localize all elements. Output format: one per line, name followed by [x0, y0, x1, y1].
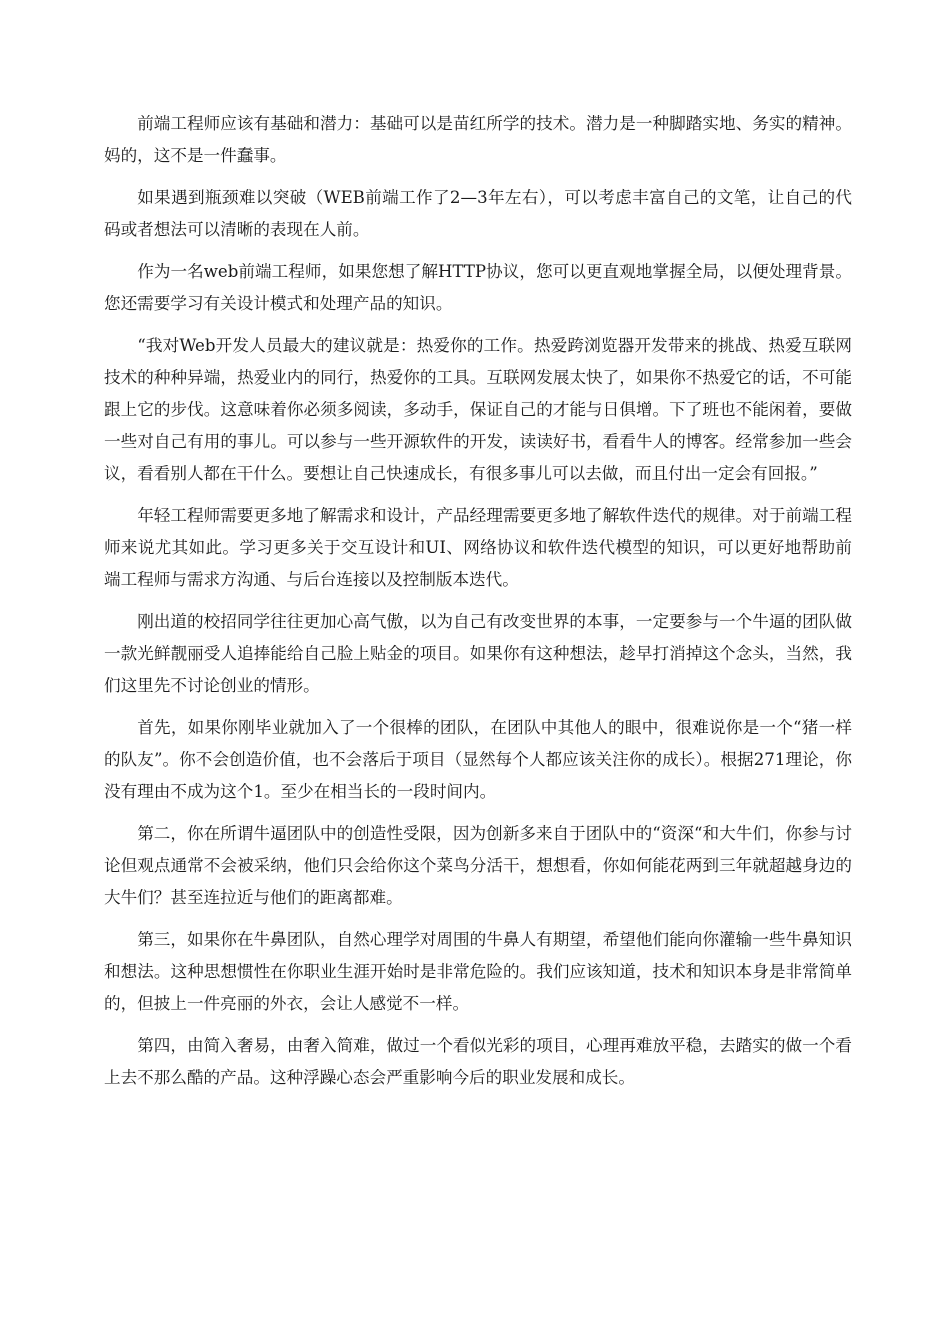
paragraph-5: 年轻工程师需要更多地了解需求和设计，产品经理需要更多地了解软件迭代的规律。对于前端工程师来说尤其如此。学习更多关于交互设计和UI、网络协议和软件迭代模型的知识，可以更好地帮助前端工程师与需求方沟通、与后台连接以及控制版本迭代。	[104, 506, 852, 589]
paragraph-4-quote: “我对Web开发人员最大的建议就是：热爱你的工作。热爱跨浏览器开发带来的挑战、热爱互联网技术的种种异端，热爱业内的同行，热爱你的工具。互联网发展太快了，如果你不热爱它的话，不可能跟上它的步伐。这意味着你必须多阅读，多动手，保证自己的才能与日俱增。下了班也不能闲着，要做一些对自己有用的事儿。可以参与一些开源软件的开发，读读好书，看看牛人的博客。经常参加一些会议，看看别人都在干什么。要想让自己快速成长，有很多事儿可以去做，而且付出一定会有回报。”	[104, 336, 852, 483]
paragraph-8: 第二，你在所谓牛逼团队中的创造性受限，因为创新多来自于团队中的“资深“和大牛们，你参与讨论但观点通常不会被采纳，他们只会给你这个菜鸟分活干，想想看，你如何能花两到三年就超越身边的大牛们？甚至连拉近与他们的距离都难。	[104, 824, 852, 907]
paragraph-9: 第三，如果你在牛鼻团队，自然心理学对周围的牛鼻人有期望，希望他们能向你灌输一些牛鼻知识和想法。这种思想惯性在你职业生涯开始时是非常危险的。我们应该知道，技术和知识本身是非常简单的，但披上一件亮丽的外衣，会让人感觉不一样。	[104, 930, 852, 1013]
paragraph-2: 如果遇到瓶颈难以突破（WEB前端工作了2—3年左右），可以考虑丰富自己的文笔，让自己的代码或者想法可以清晰的表现在人前。	[104, 188, 852, 239]
paragraph-7: 首先，如果你刚毕业就加入了一个很棒的团队，在团队中其他人的眼中，很难说你是一个“猪一样的队友”。你不会创造价值，也不会落后于项目（显然每个人都应该关注你的成长）。根据271理论，你没有理由不成为这个1。至少在相当长的一段时间内。	[104, 718, 852, 801]
paragraph-3: 作为一名web前端工程师，如果您想了解HTTP协议，您可以更直观地掌握全局，以便处理背景。您还需要学习有关设计模式和处理产品的知识。	[104, 262, 852, 313]
paragraph-6: 刚出道的校招同学往往更加心高气傲，以为自己有改变世界的本事，一定要参与一个牛逼的团队做一款光鲜靓丽受人追捧能给自己脸上贴金的项目。如果你有这种想法，趁早打消掉这个念头，当然，我们这里先不讨论创业的情形。	[104, 612, 852, 695]
paragraph-1: 前端工程师应该有基础和潜力：基础可以是苗红所学的技术。潜力是一种脚踏实地、务实的精神。妈的，这不是一件蠢事。	[104, 114, 852, 165]
document-body	[104, 108, 852, 1104]
paragraph-10: 第四，由简入奢易，由奢入简难，做过一个看似光彩的项目，心理再难放平稳，去踏实的做一个看上去不那么酷的产品。这种浮躁心态会严重影响今后的职业发展和成长。	[104, 1036, 852, 1087]
